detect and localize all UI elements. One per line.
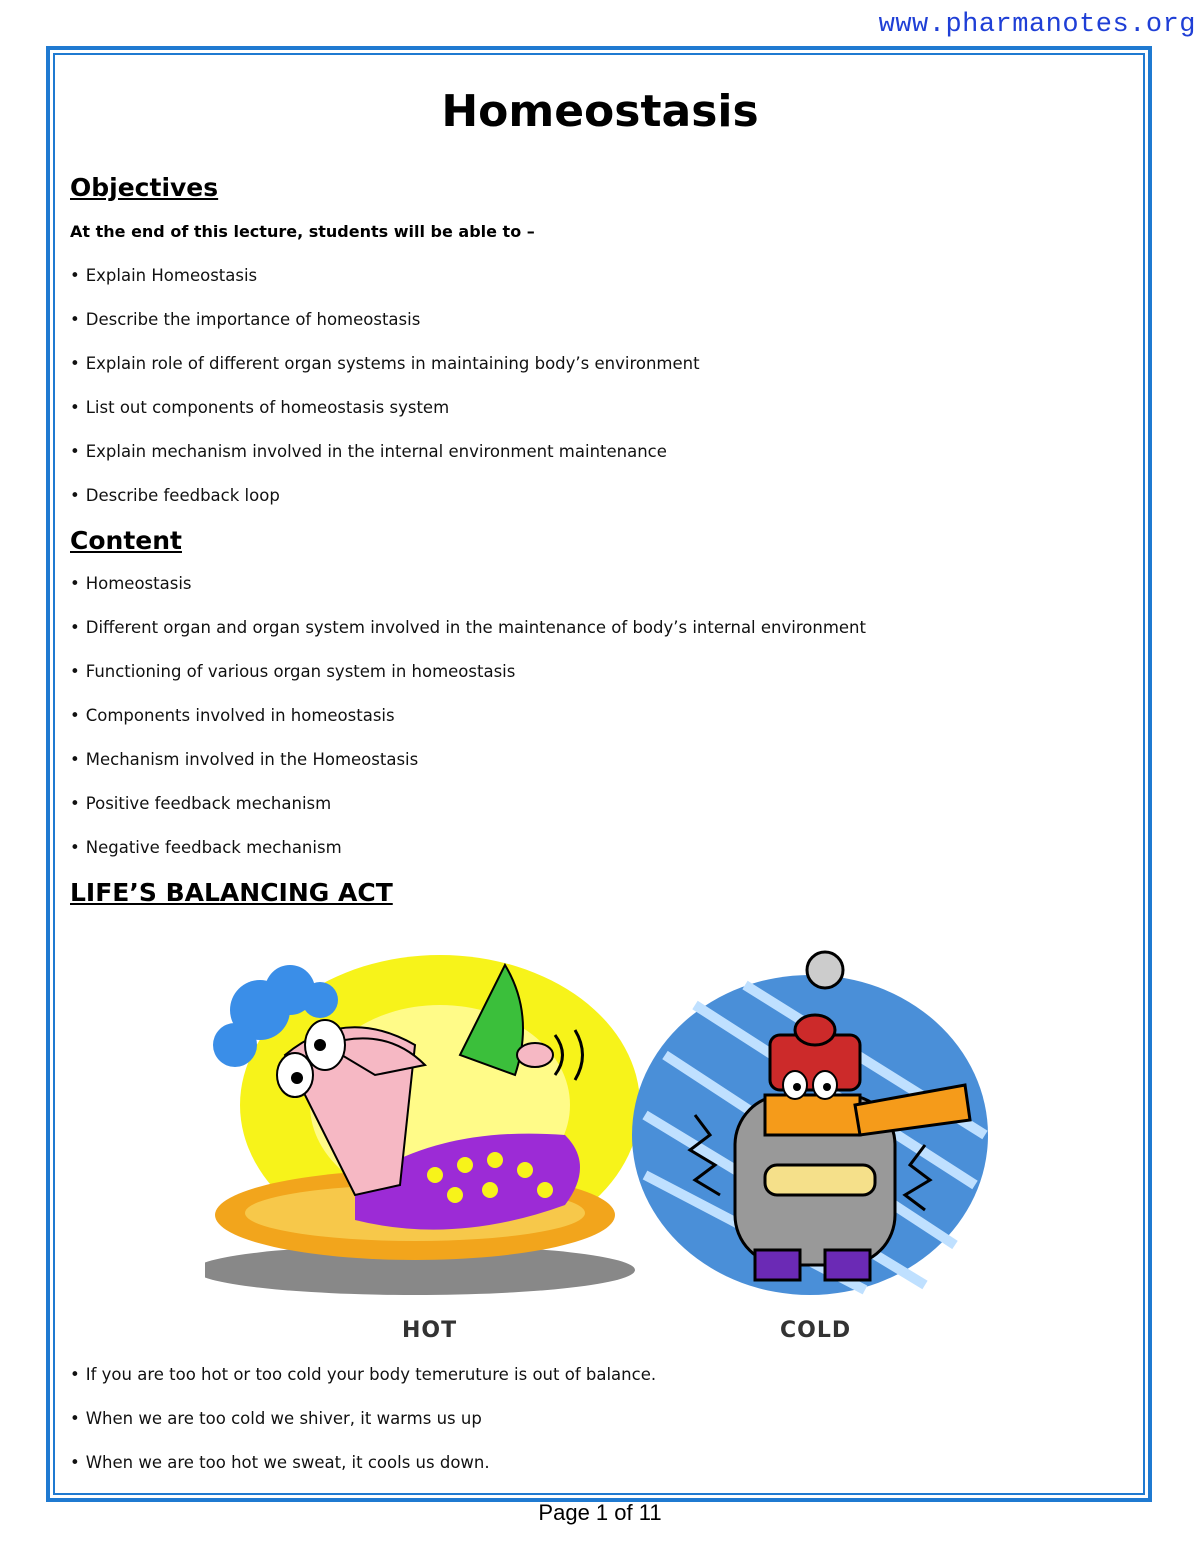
list-item: • When we are too hot we sweat, it cools us down. [70, 1453, 490, 1472]
cold-caption: COLD [780, 1318, 852, 1343]
list-item: • Functioning of various organ system in homeostasis [70, 662, 516, 681]
list-item: • Describe feedback loop [70, 486, 280, 505]
cold-illustration [625, 945, 995, 1300]
list-item: • Negative feedback mechanism [70, 838, 342, 857]
hot-illustration [205, 945, 645, 1300]
list-item: • Positive feedback mechanism [70, 794, 332, 813]
hot-caption: HOT [402, 1318, 458, 1343]
list-item: • Explain mechanism involved in the internal environment maintenance [70, 442, 667, 461]
list-item: • Explain role of different organ systems in maintaining body’s environment [70, 354, 700, 373]
list-item: • Components involved in homeostasis [70, 706, 395, 725]
page-footer: Page 1 of 11 [538, 1500, 662, 1525]
balancing-heading: LIFE’S BALANCING ACT [70, 878, 393, 907]
list-item: • List out components of homeostasis system [70, 398, 450, 417]
list-item: • Mechanism involved in the Homeostasis [70, 750, 419, 769]
objectives-list [70, 243, 1130, 507]
list-item: • If you are too hot or too cold your body temeruture is out of balance. [70, 1365, 657, 1384]
site-watermark: www.pharmanotes.org [878, 10, 1196, 40]
list-item: • When we are too cold we shiver, it warms us up [70, 1409, 482, 1428]
arms [765, 1165, 875, 1195]
list-item: • Describe the importance of homeostasis [70, 310, 421, 329]
list-item: • Explain Homeostasis [70, 266, 258, 285]
objectives-lead: At the end of this lecture, students will be able to – [70, 222, 535, 241]
list-item: • Different organ and organ system involved in the maintenance of body’s internal environment [70, 618, 866, 637]
objectives-heading: Objectives [70, 173, 219, 202]
content-heading: Content [70, 526, 182, 555]
list-item: • Homeostasis [70, 574, 192, 593]
scarf [765, 1095, 860, 1135]
page-title: Homeostasis [441, 86, 759, 137]
content-list [70, 559, 1130, 859]
page-content [70, 70, 1130, 911]
balancing-list [70, 1364, 1130, 1474]
